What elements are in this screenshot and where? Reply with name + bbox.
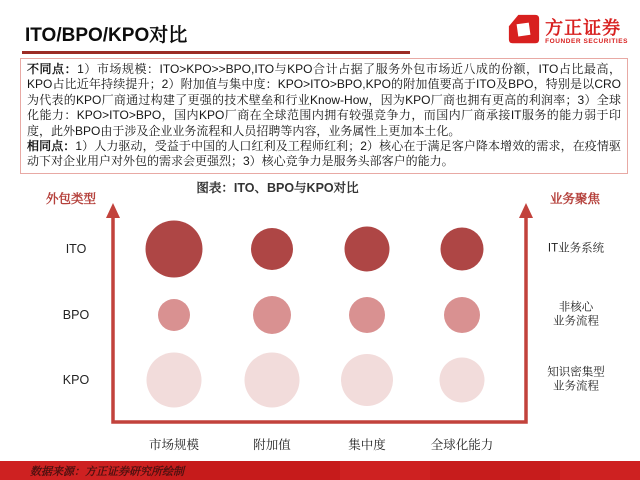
founder-logo [507,13,628,52]
bubble-BPO-全球化能力 [444,297,480,333]
focus-label-KPO: 知识密集型 业务流程 [547,366,605,392]
right-axis-label: 业务聚焦 [550,192,601,206]
bubble-BPO-市场规模 [158,299,190,331]
col-label-2: 附加值 [253,438,291,452]
row-label-ITO: ITO [65,242,87,256]
bubble-KPO-全球化能力 [440,358,485,403]
title-underline [22,51,410,54]
chart-title: 图表：ITO、BPO与KPO对比 [196,181,359,195]
bubble-ITO-附加值 [251,228,293,270]
summary-similarities-text: 1）人力驱动，受益于中国的人口红利及工程师红利；2）核心在于满足客户降本增效的需求，在疫情驱动下对企业用户对外包的需求会更强烈；3）核心竞争力是服务头部客户的能力。 [27,139,621,169]
bubble-BPO-附加值 [253,296,291,334]
founder-logo-icon [507,13,541,52]
brand-name-en: FOUNDER SECURITIES [545,38,628,46]
left-axis-label: 外包类型 [46,192,97,206]
bubble-KPO-集中度 [341,354,393,406]
right-axis-arrow-icon [519,203,533,218]
founder-logo-text [545,19,628,46]
focus-label-BPO: 非核心 业务流程 [553,301,599,327]
focus-label-ITO: IT业务系统 [547,242,605,255]
bubble-KPO-市场规模 [147,353,202,408]
footer-watermark [430,461,560,480]
col-label-3: 集中度 [348,438,386,452]
brand-name-cn: 方正证券 [545,18,622,39]
left-axis-arrow-icon [106,203,120,218]
footer-bar [0,461,640,480]
row-label-KPO: KPO [62,373,90,387]
bubble-ITO-市场规模 [146,221,203,278]
col-label-4: 全球化能力 [430,438,494,452]
row-label-BPO: BPO [62,308,90,322]
summary-differences [27,62,621,139]
summary-differences-text: 1）市场规模：ITO>KPO>>BPO,ITO与KPO合计占据了服务外包市场近八成的份额，ITO占比最高，KPO占比近年持续提升；2）附加值与集中度：KPO>ITO>BPO,KPO的附加值要高于ITO及BPO，特别是以CRO为代表的KPO厂商通过构建了更强的技术壁垒和行业Know-How，因为KPO厂商也拥有更高的利润率；3）全球化能力：KPO>ITO>BPO，国内KPO厂商在全球范围内拥有较强竞争力，而国内厂商承接IT服务的能力弱于印度，此外BPO由于涉及企业业务流程和人员招聘等内容，业务属性上更加本土化。 [27,62,621,138]
page-title: ITO/BPO/KPO对比 [25,25,188,46]
bubble-BPO-集中度 [349,297,385,333]
summary-similarities-label: 相同点： [27,139,76,154]
bubble-ITO-集中度 [345,227,390,272]
bubble-ITO-全球化能力 [441,228,484,271]
bubble-KPO-附加值 [245,353,300,408]
col-label-1: 市场规模 [148,438,200,452]
summary-similarities [27,139,621,170]
summary-box [20,58,628,174]
summary-differences-label: 不同点： [27,62,78,76]
data-source-text: 数据来源：方正证券研究所绘制 [30,466,184,478]
